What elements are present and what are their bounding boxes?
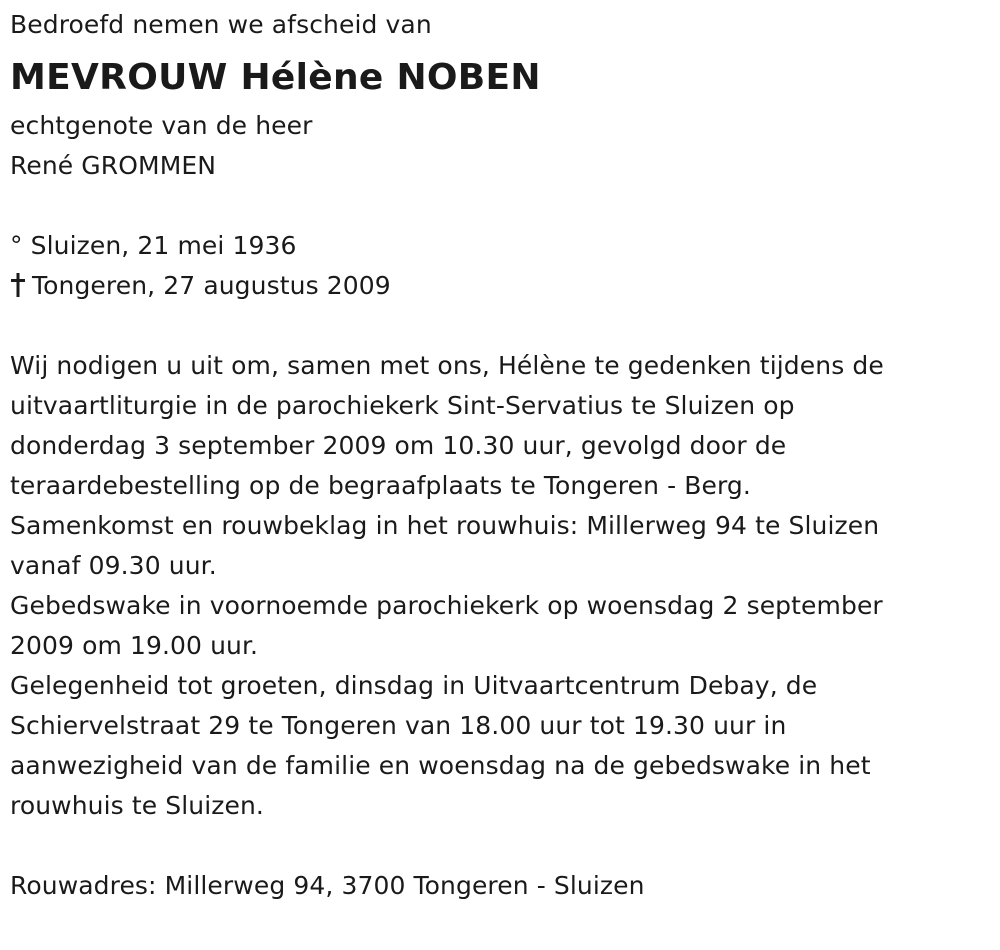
body-line: aanwezigheid van de familie en woensdag na de gebedswake in het bbox=[10, 751, 871, 780]
body-line: Gebedswake in voornoemde parochiekerk op woensdag 2 september bbox=[10, 591, 883, 620]
mourning-address: Rouwadres: Millerweg 94, 3700 Tongeren - Sluizen bbox=[10, 871, 645, 900]
body-line: Wij nodigen u uit om, samen met ons, Hélène te gedenken tijdens de bbox=[10, 351, 884, 380]
body-line: donderdag 3 september 2009 om 10.30 uur, gevolgd door de bbox=[10, 431, 787, 460]
intro-text: Bedroefd nemen we afscheid van bbox=[10, 10, 432, 39]
body-line: rouwhuis te Sluizen. bbox=[10, 791, 264, 820]
relation-text: echtgenote van de heer bbox=[10, 111, 313, 140]
body-line: uitvaartliturgie in de parochiekerk Sint-Servatius te Sluizen op bbox=[10, 391, 795, 420]
birth-symbol: ° bbox=[10, 231, 23, 260]
invitation-paragraph bbox=[10, 346, 990, 826]
deceased-name: MEVROUW Hélène NOBEN bbox=[10, 57, 541, 98]
spacer bbox=[10, 306, 990, 346]
death-notice bbox=[10, 0, 990, 906]
body-line: Schiervelstraat 29 te Tongeren van 18.00 uur tot 19.30 uur in bbox=[10, 711, 787, 740]
cross-icon bbox=[10, 273, 26, 297]
birth-text: Sluizen, 21 mei 1936 bbox=[30, 231, 297, 260]
death-text: Tongeren, 27 augustus 2009 bbox=[32, 271, 391, 300]
birth-line bbox=[10, 226, 990, 266]
body-line: Gelegenheid tot groeten, dinsdag in Uitvaartcentrum Debay, de bbox=[10, 671, 818, 700]
body-line: teraardebestelling op de begraafplaats te Tongeren - Berg. bbox=[10, 471, 751, 500]
death-line bbox=[10, 266, 990, 306]
body-line: vanaf 09.30 uur. bbox=[10, 551, 217, 580]
spouse-name: René GROMMEN bbox=[10, 151, 217, 180]
spacer bbox=[10, 826, 990, 866]
body-line: Samenkomst en rouwbeklag in het rouwhuis: Millerweg 94 te Sluizen bbox=[10, 511, 880, 540]
body-line: 2009 om 19.00 uur. bbox=[10, 631, 259, 660]
spacer bbox=[10, 186, 990, 226]
